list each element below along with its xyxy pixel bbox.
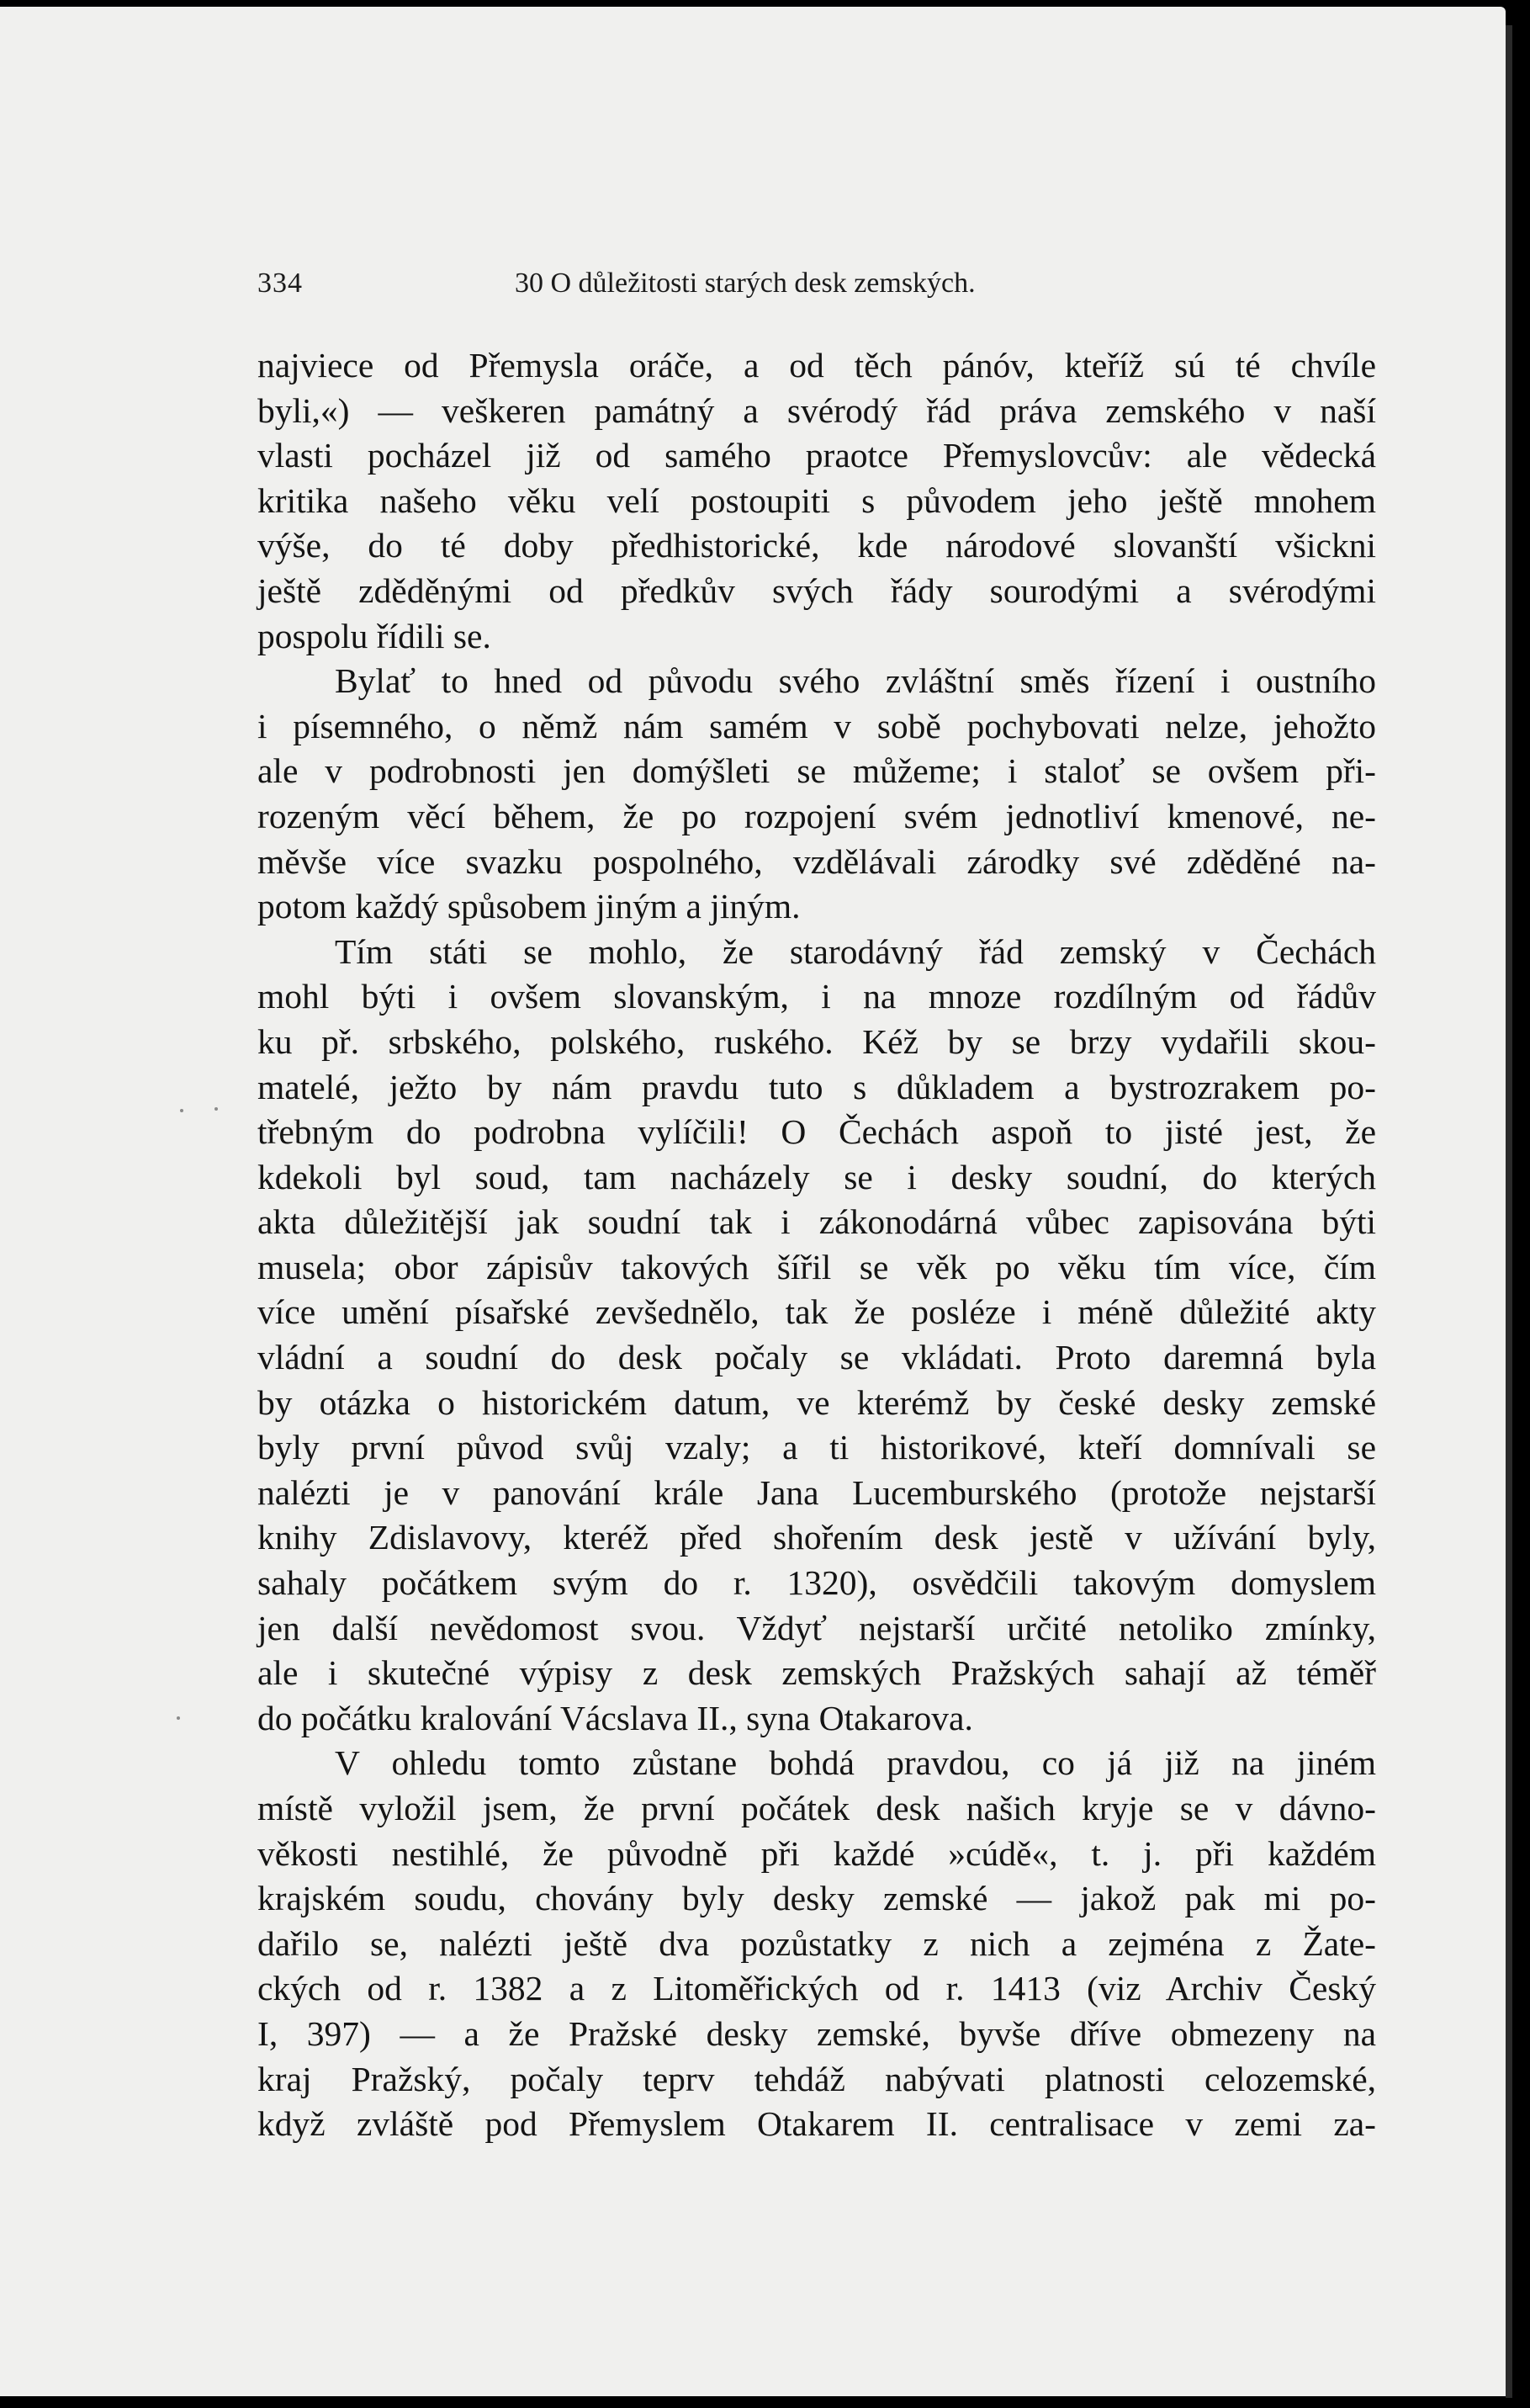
margin-speck: [180, 1109, 183, 1112]
text-line: sahaly počátkem svým do r. 1320), osvědčili takovým domyslem: [257, 1563, 1376, 1603]
text-line: najviece od Přemysla oráče, a od těch pánóv, kteříž sú té chvíle: [257, 346, 1376, 385]
text-line: měvše více svazku pospolného, vzdělávali zárodky své zděděné na-: [257, 841, 1376, 881]
text-line: musela; obor zápisův takových šířil se věk po věku tím více, čím: [257, 1247, 1376, 1286]
running-title: 30 O důležitosti starých desk zemských.: [515, 268, 976, 299]
page-edge-shadow: [1506, 25, 1512, 2398]
text-line: mohl býti i ovšem slovanským, i na mnoze rozdílným od řádův: [257, 977, 1376, 1016]
text-line: když zvláště pod Přemyslem Otakarem II. centralisace v zemi za-: [257, 2104, 1376, 2144]
text-line: ale i skutečné výpisy z desk zemských Pražských sahají až téměř: [257, 1653, 1376, 1693]
text-line: vládní a soudní do desk počaly se vkládati. Proto daremná byla: [257, 1338, 1376, 1377]
text-line: věkosti nestihlé, že původně při každé »cúdě«, t. j. při každém: [257, 1833, 1376, 1873]
text-line: pospolu řídili se.: [257, 616, 491, 655]
text-line: místě vyložil jsem, že první počátek desk našich kryje se v dávno-: [257, 1789, 1376, 1827]
text-line: kraj Pražský, počaly teprv tehdáž nabývati platnosti celozemské,: [257, 2059, 1376, 2098]
text-line: do počátku kralování Vácslava II., syna Otakarova.: [257, 1698, 973, 1737]
text-line: kritika našeho věku velí postoupiti s původem jeho ještě mnohem: [257, 480, 1376, 520]
text-line: ještě zděděnými od předkův svých řády sourodými a svérodými: [257, 570, 1376, 610]
text-line: ale v podrobnosti jen domýšleti se můžeme; i staloť se ovšem při-: [257, 751, 1376, 791]
text-line: I, 397) — a že Pražské desky zemské, byvše dříve obmezeny na: [257, 2013, 1376, 2053]
text-line: potom každý spůsobem jiným a jiným.: [257, 887, 801, 926]
text-line: kdekoli byl soud, tam nacházely se i desky soudní, do kterých: [257, 1157, 1376, 1196]
text-line: Bylať to hned od původu svého zvláštní směs řízení i oustního: [335, 661, 1376, 701]
page-number: 334: [257, 268, 303, 299]
text-line: rozeným věcí během, že po rozpojení svém jednotliví kmenové, ne-: [257, 796, 1376, 835]
text-line: akta důležitější jak soudní tak i zákonodárná vůbec zapisována býti: [257, 1202, 1376, 1242]
text-line: jen další nevědomost svou. Vždyť nejstarší určité netoliko zmínky,: [257, 1608, 1376, 1647]
body-text: [257, 343, 1376, 2147]
text-line: ckých od r. 1382 a z Litoměřických od r. 1413 (viz Archiv Český: [257, 1969, 1376, 2008]
text-line: ku př. srbského, polského, ruského. Kéž by se brzy vydařili skou-: [257, 1021, 1376, 1061]
margin-speck: [214, 1107, 218, 1111]
text-line: i písemného, o němž nám samém v sobě pochybovati nelze, jehožto: [257, 706, 1376, 745]
text-line: výše, do té doby předhistorické, kde národové slovanští všickni: [257, 526, 1376, 565]
text-line: více umění písařské zevšednělo, tak že posléze i méně důležité akty: [257, 1292, 1376, 1332]
book-page: [0, 7, 1506, 2396]
text-line: knihy Zdislavovy, kteréž před shořením desk jestě v užívání byly,: [257, 1518, 1376, 1557]
text-line: třebným do podrobna vylíčili! O Čechách aspoň to jisté jest, že: [257, 1112, 1376, 1152]
text-line: nalézti je v panování krále Jana Lucemburského (protože nejstarší: [257, 1472, 1376, 1512]
margin-speck: [177, 1716, 180, 1720]
text-line: vlasti pocházel již od samého praotce Přemyslovcův: ale vědecká: [257, 436, 1376, 475]
text-line: Tím státi se mohlo, že starodávný řád zemský v Čechách: [335, 931, 1376, 971]
text-line: byly první původ svůj vzaly; a ti historikové, kteří domnívali se: [257, 1428, 1376, 1467]
page-header: [257, 268, 1149, 305]
text-line: krajském soudu, chovány byly desky zemské — jakož pak mi po-: [257, 1879, 1376, 1918]
text-line: by otázka o historickém datum, ve kterémž by české desky zemské: [257, 1382, 1376, 1422]
text-line: V ohledu tomto zůstane bohdá pravdou, co já již na jiném: [335, 1743, 1376, 1783]
text-line: matelé, ježto by nám pravdu tuto s důkladem a bystrozrakem po-: [257, 1067, 1376, 1106]
text-line: dařilo se, nalézti ještě dva pozůstatky z nich a zejména z Žate-: [257, 1923, 1376, 1963]
text-line: byli,«) — veškeren památný a svérodý řád práva zemského v naší: [257, 390, 1376, 430]
